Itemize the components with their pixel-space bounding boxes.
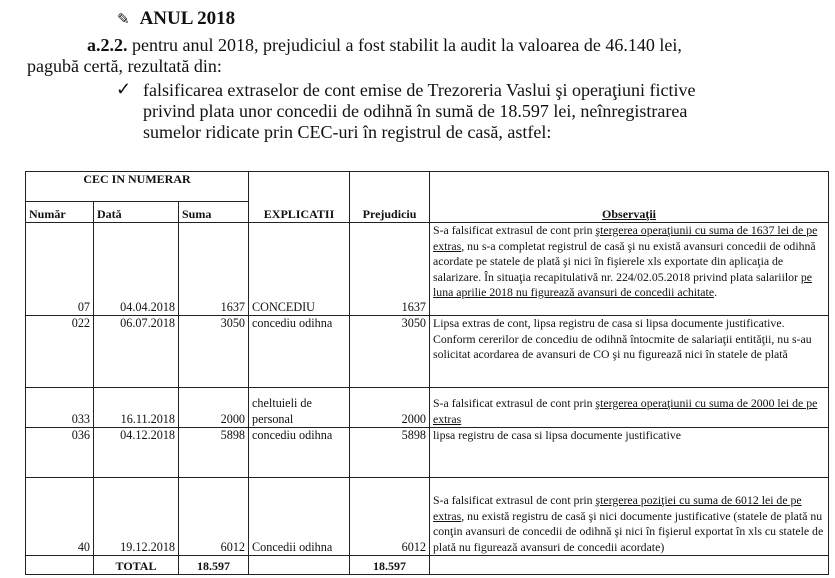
cell-observatii: S-a falsificat extrasul de cont prin ştergerea operaţiunii cu suma de 1637 lei de pe extras, nu s-a completat registrul de casă şi nu există avansuri concedii de odihnă acordate pe statele de plată şi nici în fişierele xls exportate din aplicaţia de salarizare. În situaţia recapitulativă nr. 224/02.05.2018 privind plata salariilor pe luna aprilie 2018 nu figurează avansuri de concedii achitate. (430, 223, 829, 316)
cell-empty (430, 556, 829, 575)
cell-explicatii: concediu odihna (249, 316, 350, 388)
cell-prejudiciu: 2000 (350, 388, 430, 428)
cell-suma: 2000 (179, 388, 249, 428)
cell-suma: 3050 (179, 316, 249, 388)
check-icon: ✓ (116, 79, 132, 99)
table-total-row (26, 556, 829, 575)
bullet-line-2: privind plata unor concedii de odihnă în sumă de 18.597 lei, neînregistrarea (143, 101, 688, 121)
cell-observatii: lipsa registru de casa si lipsa documente justificative (430, 428, 829, 478)
cell-explicatii: concediu odihna (249, 428, 350, 478)
cell-prejudiciu: 5898 (350, 428, 430, 478)
intro-line-1 (87, 35, 682, 56)
cell-numar: 07 (26, 223, 94, 316)
header-numar: Număr (26, 202, 94, 223)
cell-data: 19.12.2018 (94, 478, 179, 556)
intro-line-2: pagubă certă, rezultată din: (27, 56, 222, 76)
cell-prejudiciu: 3050 (350, 316, 430, 388)
cell-numar: 033 (26, 388, 94, 428)
cell-suma: 6012 (179, 478, 249, 556)
bullet-line-1: falsificarea extraselor de cont emise de Trezoreria Vaslui şi operaţiuni fictive (143, 80, 696, 100)
table-row (26, 223, 829, 316)
table-row (26, 478, 829, 556)
pen-icon: ✎ (117, 12, 130, 28)
cec-table (25, 171, 829, 575)
cell-empty (249, 556, 350, 575)
cell-numar: 036 (26, 428, 94, 478)
cell-observatii: S-a falsificat extrasul de cont prin ştergerea operaţiunii cu suma de 2000 lei de pe extras (430, 388, 829, 428)
cell-prejudiciu: 6012 (350, 478, 430, 556)
section-heading (117, 8, 235, 30)
intro-label: a.2.2. (87, 35, 128, 55)
table-row (26, 428, 829, 478)
header-suma: Suma (179, 202, 249, 223)
header-data: Dată (94, 202, 179, 223)
cell-data: 06.07.2018 (94, 316, 179, 388)
total-suma: 18.597 (179, 556, 249, 575)
cell-suma: 1637 (179, 223, 249, 316)
cell-data: 16.11.2018 (94, 388, 179, 428)
header-explicatii: EXPLICATII (249, 172, 350, 223)
cell-prejudiciu: 1637 (350, 223, 430, 316)
cell-explicatii: Concedii odihna (249, 478, 350, 556)
cell-numar: 40 (26, 478, 94, 556)
cell-explicatii: cheltuieli de personal (249, 388, 350, 428)
header-observatii: Observaţii (430, 172, 829, 223)
header-prejudiciu: Prejudiciu (350, 172, 430, 223)
table-row (26, 316, 829, 388)
total-prejudiciu: 18.597 (350, 556, 430, 575)
cell-observatii: S-a falsificat extrasul de cont prin ştergerea poziţiei cu suma de 6012 lei de pe extras, nu există registru de casă şi nici documente justificative (statele de plată nu conţin avansuri de concedii de odihnă şi nici în fişierul exportat în xls cu statele de plată nu figurează avansuri de concedii acordate) (430, 478, 829, 556)
group-header-cec: CEC IN NUMERAR (26, 172, 249, 202)
table-group-header-row (26, 172, 829, 202)
cell-observatii: Lipsa extras de cont, lipsa registru de casa si lipsa documente justificative. Conform cererilor de concediu de odihnă întocmite de salariaţii entităţii, nu s-au solicitat acordarea de avansuri de CO şi nu figurează nici în statele de plată (430, 316, 829, 388)
cell-empty (26, 556, 94, 575)
table-row (26, 388, 829, 428)
cell-suma: 5898 (179, 428, 249, 478)
cell-explicatii: CONCEDIU (249, 223, 350, 316)
bullet-line-3: sumelor ridicate prin CEC-uri în registrul de casă, astfel: (143, 122, 552, 142)
cell-data: 04.04.2018 (94, 223, 179, 316)
cell-data: 04.12.2018 (94, 428, 179, 478)
cell-numar: 022 (26, 316, 94, 388)
total-label: TOTAL (94, 556, 179, 575)
section-title: ANUL 2018 (139, 8, 236, 29)
intro-text: pentru anul 2018, prejudiciul a fost stabilit la audit la valoarea de 46.140 lei, (127, 35, 682, 55)
